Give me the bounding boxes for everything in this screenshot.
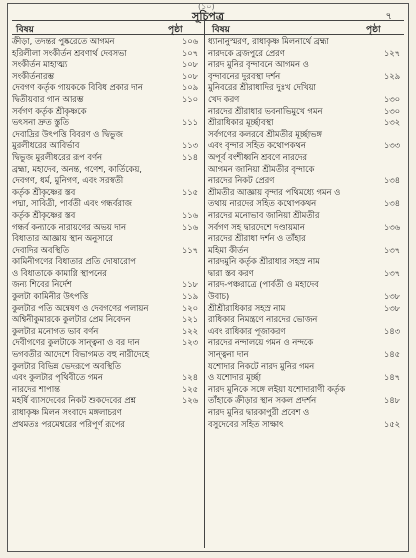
toc-entry xyxy=(208,82,404,94)
toc-entry-page: ১৪৩ xyxy=(383,325,400,336)
toc-entry-page: ১০৮ xyxy=(181,70,198,81)
toc-entry xyxy=(12,349,202,361)
toc-entry-text: নারদ মুনির দ্বারকাপুরী প্রবেশ ও xyxy=(208,407,310,417)
toc-entry xyxy=(12,210,202,222)
toc-entry xyxy=(208,245,404,257)
toc-entry-text: তাঁহাকে ক্রীড়ার স্থান সকল প্রদর্শন xyxy=(208,395,317,406)
toc-entry-text: মুনিবরের শ্রীরাধাদির দুঃখ দেখিয়া xyxy=(208,82,316,93)
toc-entry-text: মুরলীধরের আবির্ভাব xyxy=(12,140,80,151)
toc-entry-text: কুলটার পতি অন্বেষণ ও দেবগণের পলায়ন xyxy=(12,302,149,313)
top-page-number: (১০) xyxy=(198,2,215,11)
toc-entry-page: ১২৫ xyxy=(181,383,198,394)
toc-entry-text: বিধাতার আজ্ঞায় স্থান অনুসারে xyxy=(12,233,113,244)
toc-entry-text: তথায় নারদের সহিত কথোপকথন xyxy=(208,198,317,209)
toc-entry-page: ১০৬ xyxy=(181,36,198,46)
toc-entry xyxy=(12,198,202,210)
toc-entry-text: অশ্বিনীকুমারকে কুলটার প্রেম নিবেদন xyxy=(12,314,131,325)
toc-entry-text: নারদের নন্দালয়ে গমন ও নন্দকে xyxy=(208,337,313,348)
toc-entry xyxy=(12,233,202,245)
toc-entry-text: ক্রীড়া, তদন্তর পুষ্করেতে আগমন xyxy=(12,36,115,46)
toc-entry-page: ১১৬ xyxy=(181,221,198,232)
toc-entry-page: ১২০ xyxy=(181,302,198,313)
toc-entry-page: ১০৮ xyxy=(181,59,198,70)
toc-entry-page: ১১৩ xyxy=(181,140,198,151)
toc-entry xyxy=(12,129,202,141)
toc-entry xyxy=(208,117,404,129)
toc-entry xyxy=(208,337,404,349)
toc-entry-page: ১১৮ xyxy=(181,279,198,290)
toc-entry xyxy=(12,279,202,291)
toc-entry-text: মহিমা কীর্তন xyxy=(208,244,249,255)
toc-entry xyxy=(12,164,202,176)
toc-entry xyxy=(12,175,202,187)
toc-entry xyxy=(208,71,404,83)
toc-entry-page: ১২১ xyxy=(181,314,198,325)
toc-entry xyxy=(208,94,404,106)
toc-entry-page: ১২৬ xyxy=(181,395,198,406)
toc-entry xyxy=(12,419,202,431)
toc-entry-text: নারদকে ব্রজপুরে প্রেরণ xyxy=(208,47,285,58)
toc-entry-text: দেবাদ্রির উৎপত্তি বিবরণ ও দ্বিভুজ xyxy=(12,128,123,139)
toc-entry-page: ১৩০ xyxy=(383,105,400,116)
toc-entry xyxy=(12,140,202,152)
toc-entry xyxy=(12,407,202,419)
toc-entry-text: সর্বগণের কলরবে শ্রীমতীর মূর্চ্ছাভঙ্গ xyxy=(208,128,322,139)
toc-entry-text: নারদ মুনিকে সঙ্গে লইয়া যশোদারাণী কর্তৃক xyxy=(208,383,346,394)
left-page-heading: পৃষ্ঠা xyxy=(168,25,183,35)
page-number: ৭ xyxy=(385,11,392,22)
column-divider xyxy=(204,18,205,548)
toc-entry-page: ১৩৪ xyxy=(383,198,400,209)
toc-entry-page: ১৩৩ xyxy=(383,140,400,151)
toc-entry xyxy=(12,303,202,315)
toc-entry-text: কর্তৃক শ্রীকৃষ্ণের স্তব xyxy=(12,186,76,197)
right-page-heading: পৃষ্ঠা xyxy=(366,25,381,35)
toc-entry xyxy=(12,222,202,234)
toc-entry-text: উবাচ) xyxy=(208,291,230,302)
toc-entry-page: ১৩৮ xyxy=(383,291,400,302)
toc-entry-text: কুলটার বিভিন্ন ভেদরূপে অবস্থিতি xyxy=(12,360,121,371)
toc-entry-page: ১২৩ xyxy=(181,337,198,348)
toc-entry xyxy=(208,152,404,164)
toc-entry xyxy=(12,187,202,199)
toc-entry-text: শ্রীরাধিকার মূর্চ্ছাবস্থা xyxy=(208,117,274,128)
toc-entry xyxy=(208,175,404,187)
toc-entry xyxy=(208,140,404,152)
toc-entry xyxy=(12,59,202,71)
toc-entry-text: শ্রীমতীর আজ্ঞায় বৃন্দার পথিমধ্যে গমন ও xyxy=(208,186,341,197)
toc-entry-text: ভৎসনা দ্রুত স্তুতি xyxy=(12,117,69,128)
toc-entry xyxy=(208,372,404,384)
toc-entry-page: ১৫২ xyxy=(383,418,400,429)
toc-entry xyxy=(208,384,404,396)
page-title: সূচিপত্র xyxy=(192,10,224,23)
toc-entry xyxy=(12,94,202,106)
toc-entry xyxy=(208,129,404,141)
toc-entry-text: নারদের শাপান্ত xyxy=(12,383,60,394)
toc-entry xyxy=(208,407,404,419)
toc-entry-text: সংকীর্তন মাহাত্ম্য xyxy=(12,59,68,70)
toc-entry-text: বসুদেবের সহিত সাক্ষাৎ xyxy=(208,418,284,429)
toc-entry-text: যশোদার নিকটে নারদ মুনির গমন xyxy=(208,360,315,371)
toc-entry xyxy=(12,71,202,83)
toc-entry-text: পদ্মা, সাবিত্রী, পার্বতী এবং গন্ধর্বরাজ xyxy=(12,198,132,209)
toc-entry-page: ১৩২ xyxy=(383,117,400,128)
toc-entry-text: কুলটা কামিনীর উৎপত্তি xyxy=(12,291,89,302)
toc-entry-text: দেবগণ, ধর্ম, মুনিগণ, এবং সরস্বতী xyxy=(12,175,124,186)
toc-entry-text: দ্বিভুজ মুরলীধরের রূপ বর্ণন xyxy=(12,151,102,162)
toc-entry xyxy=(208,361,404,373)
toc-entry-text: এবং কুলটার পৃথিবীতে গমন xyxy=(12,372,103,383)
toc-entry xyxy=(208,187,404,199)
toc-entry-text: ভগবতীর আদেশে বিভাগমত বহু নারীদেহে xyxy=(12,349,150,360)
toc-entry-page: ১১৬ xyxy=(181,209,198,220)
toc-entry-page: ১৩৬ xyxy=(383,221,400,232)
toc-entry-text: নারদের শ্রীরাধা দর্শন ও তাঁহার xyxy=(208,233,306,244)
toc-entry xyxy=(12,106,202,118)
toc-entry-page: ১৪৭ xyxy=(383,372,400,383)
toc-entry-text: সংকীর্তনারম্ভ xyxy=(12,70,54,81)
toc-entry xyxy=(208,59,404,71)
contents-page xyxy=(7,3,409,552)
toc-entry-page: ১৩০ xyxy=(383,93,400,104)
toc-entry-page: ১১৪ xyxy=(181,151,198,162)
toc-entry-text: নারদমুনি কর্তৃক শ্রীরাধার সহস্র নাম xyxy=(208,256,320,267)
toc-entry xyxy=(208,268,404,280)
toc-entry-text: নারদ-পঞ্চরাত্রে (পার্বতী ও মহাদেব xyxy=(208,279,319,290)
toc-entry-page: ১২৭ xyxy=(383,47,400,58)
toc-entry-page: ১১১ xyxy=(181,117,198,128)
toc-entry-page: ১২৪ xyxy=(181,372,198,383)
toc-entry xyxy=(12,48,202,60)
toc-entry-text: শ্রীশ্রীরাধিকার সহস্র নাম xyxy=(208,302,286,313)
toc-entry xyxy=(208,349,404,361)
toc-entry-text: কুলটার মনোগত ভাব বর্ণন xyxy=(12,325,99,336)
toc-entry xyxy=(208,210,404,222)
toc-entry xyxy=(208,419,404,431)
toc-entry-text: দেবাদির অবস্থিতি xyxy=(12,244,69,255)
toc-entry-text: আগমন জানিয়া শ্রীমতীর বৃন্দাকে xyxy=(208,163,315,174)
toc-entry-text: সর্বগণ সহ দ্বারদেশে দণ্ডায়মান xyxy=(208,221,305,232)
toc-entry-text: অপূর্ব বংশীধ্বনি শ্রবণে নারদের xyxy=(208,151,307,162)
toc-entry-page: ১১৫ xyxy=(181,186,198,197)
toc-entry xyxy=(12,82,202,94)
toc-entry-text: দেবগণ কর্তৃক গায়ককে বিবিধ প্রকার দান xyxy=(12,82,143,93)
toc-entry xyxy=(12,36,202,48)
toc-entry-text: কর্তৃক শ্রীকৃষ্ণের স্তব xyxy=(12,209,76,220)
toc-entry xyxy=(208,326,404,338)
toc-entry-text: ধ্যানানুস্মরণ, রাধাকৃষ্ণ মিলনার্থে ব্রহ্মা xyxy=(208,36,329,46)
toc-entry-text: সান্ত্বনা দান xyxy=(208,349,249,360)
toc-entry-text: দ্বারা স্তব করণ xyxy=(208,267,254,278)
toc-entry-page: ১৩৪ xyxy=(383,175,400,186)
toc-entry xyxy=(12,291,202,303)
toc-entry xyxy=(12,245,202,257)
toc-entry-text: নারদের মনোভাব জানিয়া শ্রীমতীর xyxy=(208,209,320,220)
toc-entry xyxy=(12,314,202,326)
header-top-rule xyxy=(12,20,404,21)
toc-entry-page: ১৩৭ xyxy=(383,244,400,255)
toc-entry-text: প্রথমতঃ পরমেশ্বরের পরিপূর্ণ রূপের xyxy=(12,418,125,429)
toc-entry-text: বৃন্দাবনের দুরবস্থা দর্শন xyxy=(208,70,281,81)
toc-entry-text: দ্বিতীয়বার গান আরম্ভ xyxy=(12,93,84,104)
toc-entry-page: ১১৭ xyxy=(181,244,198,255)
toc-entry xyxy=(12,117,202,129)
toc-entry-page: ১৩৭ xyxy=(383,267,400,278)
toc-entry xyxy=(208,164,404,176)
toc-entry xyxy=(208,314,404,326)
toc-entry-text: সর্বগণ কর্তৃক শ্রীকৃষ্ণকে xyxy=(12,105,87,116)
toc-entry xyxy=(208,198,404,210)
toc-entry xyxy=(12,268,202,280)
toc-entry xyxy=(208,291,404,303)
toc-entry-text: এবং বৃন্দার সহিত কথোপকথন xyxy=(208,140,306,151)
toc-entry-text: নারদের শ্রীরাধার ভবনাভিমুখে গমন xyxy=(208,105,323,116)
toc-entry xyxy=(208,36,404,48)
toc-entry xyxy=(208,279,404,291)
toc-entry-text: এবং রাধিকার পূজাকরণ xyxy=(208,325,286,336)
toc-entry-text: জন্য শিবের নির্দেশ xyxy=(12,279,72,290)
toc-entry-page: ১৪৮ xyxy=(383,395,400,406)
toc-entry-page: ১১০ xyxy=(181,93,198,104)
right-column xyxy=(208,36,404,430)
left-column xyxy=(12,36,202,430)
toc-entry xyxy=(208,106,404,118)
toc-entry xyxy=(208,256,404,268)
toc-entry-page: ১০৯ xyxy=(181,82,198,93)
toc-entry-page: ১০৭ xyxy=(181,47,198,58)
toc-entry-text: গন্ধর্ব কন্যাকে নারায়ণের অভয় দান xyxy=(12,221,126,232)
toc-entry-text: ব্রহ্মা, মহাদেব, অনন্ত, গণেশ, কার্তিকেয়, xyxy=(12,163,142,174)
toc-entry xyxy=(208,303,404,315)
left-subject-heading: বিষয় xyxy=(16,25,34,35)
toc-entry-text: দেবীগণের কুলটাকে সান্ত্বনা ও বর দান xyxy=(12,337,140,348)
toc-entry-text: হরিলীলা সংকীর্তন শ্রবণার্থ দেবসভা xyxy=(12,47,127,58)
toc-entry xyxy=(12,372,202,384)
toc-entry-text: মহর্ষি ব্যাসদেবের নিকট শুকদেবের প্রশ্ন xyxy=(12,395,136,406)
toc-entry xyxy=(12,337,202,349)
toc-entry xyxy=(208,48,404,60)
toc-entry-page: ১৩৮ xyxy=(383,302,400,313)
toc-entry-page: ১২৯ xyxy=(383,70,400,81)
toc-entry xyxy=(12,326,202,338)
right-subject-heading: বিষয় xyxy=(212,25,230,35)
toc-entry xyxy=(12,152,202,164)
toc-entry xyxy=(12,395,202,407)
toc-entry-text: নারদ মুনির বৃন্দাবনে আগমন ও xyxy=(208,59,309,70)
toc-entry-text: ও যশোদার মূর্চ্ছা xyxy=(208,372,262,383)
toc-entry xyxy=(12,256,202,268)
header-bottom-rule xyxy=(12,34,404,35)
toc-entry-text: নারদের নিকট প্রেরণ xyxy=(208,175,275,186)
toc-entry-page: ১১৯ xyxy=(181,291,198,302)
toc-entry-text: কামিনীগণের বিধাতার প্রতি দোষারোপ xyxy=(12,256,136,267)
toc-entry xyxy=(208,395,404,407)
toc-entry-page: ১৪৫ xyxy=(383,349,400,360)
toc-entry xyxy=(12,361,202,373)
toc-entry xyxy=(208,222,404,234)
toc-entry-text: রাধিকার নিমন্ত্রণে নারদের ভোজন xyxy=(208,314,318,325)
toc-entry-text: ও বিধাতাকে কামাগ্নি স্থাপনের xyxy=(12,267,107,278)
toc-entry-page: ১২২ xyxy=(181,325,198,336)
toc-entry-text: রাধাকৃষ্ণ মিলন সংবাদে মঙ্গলাচরণ xyxy=(12,407,122,417)
toc-entry xyxy=(12,384,202,396)
toc-entry-text: খেদ করণ xyxy=(208,93,240,104)
toc-entry xyxy=(208,233,404,245)
